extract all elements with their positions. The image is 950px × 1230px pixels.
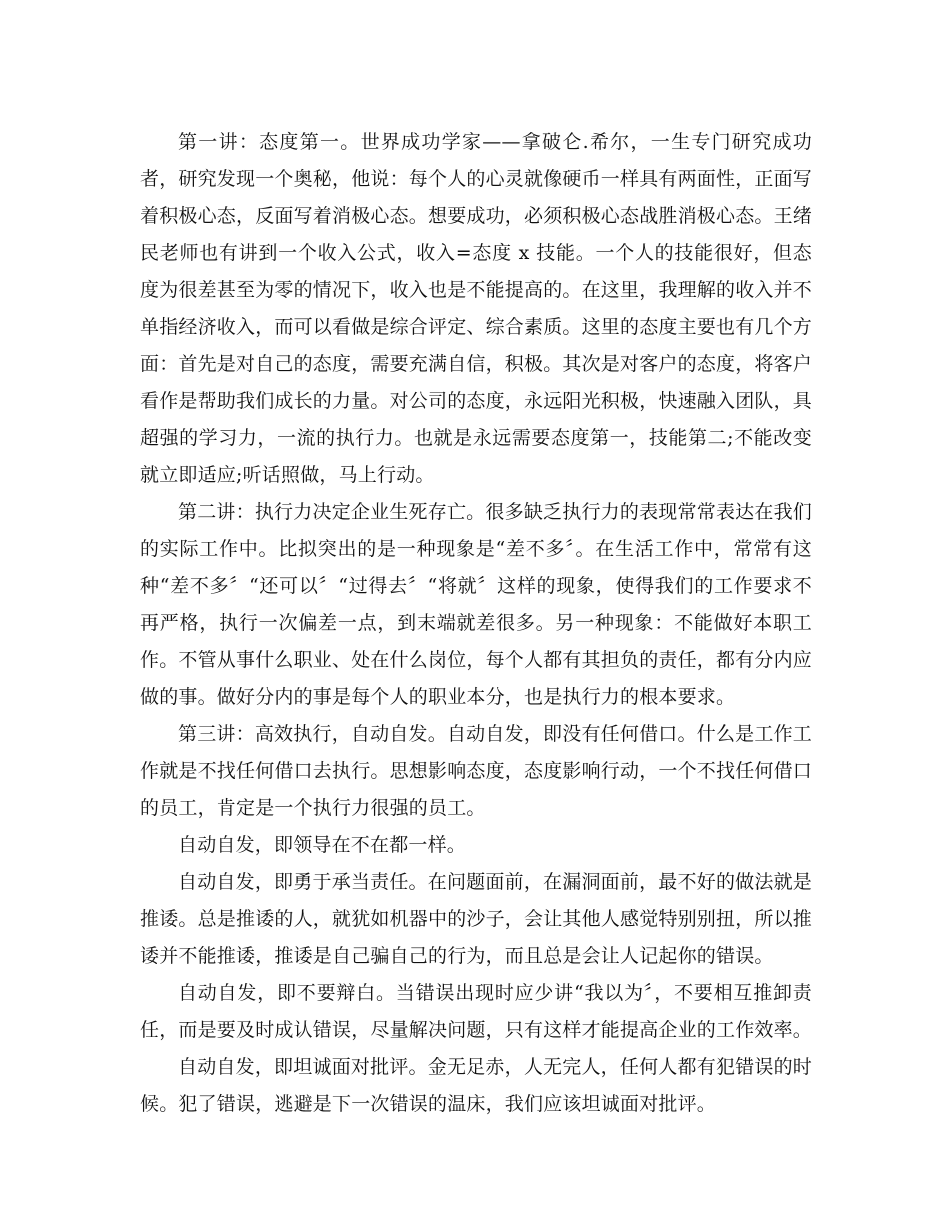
paragraph-take-responsibility: 自动自发，即勇于承当责任。在问题面前，在漏洞面前，最不好的做法就是推诿。总是推诿的人，就犹如机器中的沙子，会让其他人感觉特别别扭，所以推诿并不能推诿，推诿是自己骗自己的行为，而且总是会让人记起你的错误。 (140, 871, 813, 967)
paragraph-no-excuses: 自动自发，即不要辩白。当错误出现时应少讲“我以为〞，不要相互推卸责任，而是要及时成认错误，尽量解决问题，只有这样才能提高企业的工作效率。 (140, 982, 813, 1041)
paragraph-face-criticism: 自动自发，即坦诚面对批评。金无足赤，人无完人，任何人都有犯错误的时候。犯了错误，逃避是下一次错误的温床，我们应该坦诚面对批评。 (140, 1056, 812, 1115)
paragraph-leader-presence: 自动自发，即领导在不在都一样。 (178, 834, 467, 856)
paragraph-lecture-2: 第二讲：执行力决定企业生死存亡。很多缺乏执行力的表现常常表达在我们的实际工作中。比拟突出的是一种现象是“差不多〞。在生活工作中，常常有这种“差不多〞“还可以〞“过得去〞“将就〞这样的现象，使得我们的工作要求不再严格，执行一次偏差一点，到末端就差很多。另一种现象：不能做好本职工作。不管从事什么职业、处在什么岗位，每个人都有其担负的责任，都有分内应做的事。做好分内的事是每个人的职业本分，也是执行力的根本要求。 (140, 501, 813, 708)
document-page (140, 124, 812, 1123)
paragraph-lecture-1: 第一讲：态度第一。世界成功学家——拿破仑.希尔，一生专门研究成功者，研究发现一个奥秘，他说：每个人的心灵就像硬币一样具有两面性，正面写着积极心态，反面写着消极心态。想要成功，必须积极心态战胜消极心态。王绪民老师也有讲到一个收入公式，收入=态度 x 技能。一个人的技能很好，但态度为很差甚至为零的情况下，收入也是不能提高的。在这里，我理解的收入并不单指经济收入，而可以看做是综合评定、综合素质。这里的态度主要也有几个方面：首先是对自己的态度，需要充满自信，积极。其次是对客户的态度，将客户看作是帮助我们成长的力量。对公司的态度，永远阳光积极，快速融入团队，具超强的学习力，一流的执行力。也就是永远需要态度第一，技能第二;不能改变就立即适应;听话照做，马上行动。 (140, 131, 813, 486)
paragraph-lecture-3: 第三讲：高效执行，自动自发。自动自发，即没有任何借口。什么是工作工作就是不找任何借口去执行。思想影响态度，态度影响行动，一个不找任何借口的员工，肯定是一个执行力很强的员工。 (140, 723, 813, 819)
